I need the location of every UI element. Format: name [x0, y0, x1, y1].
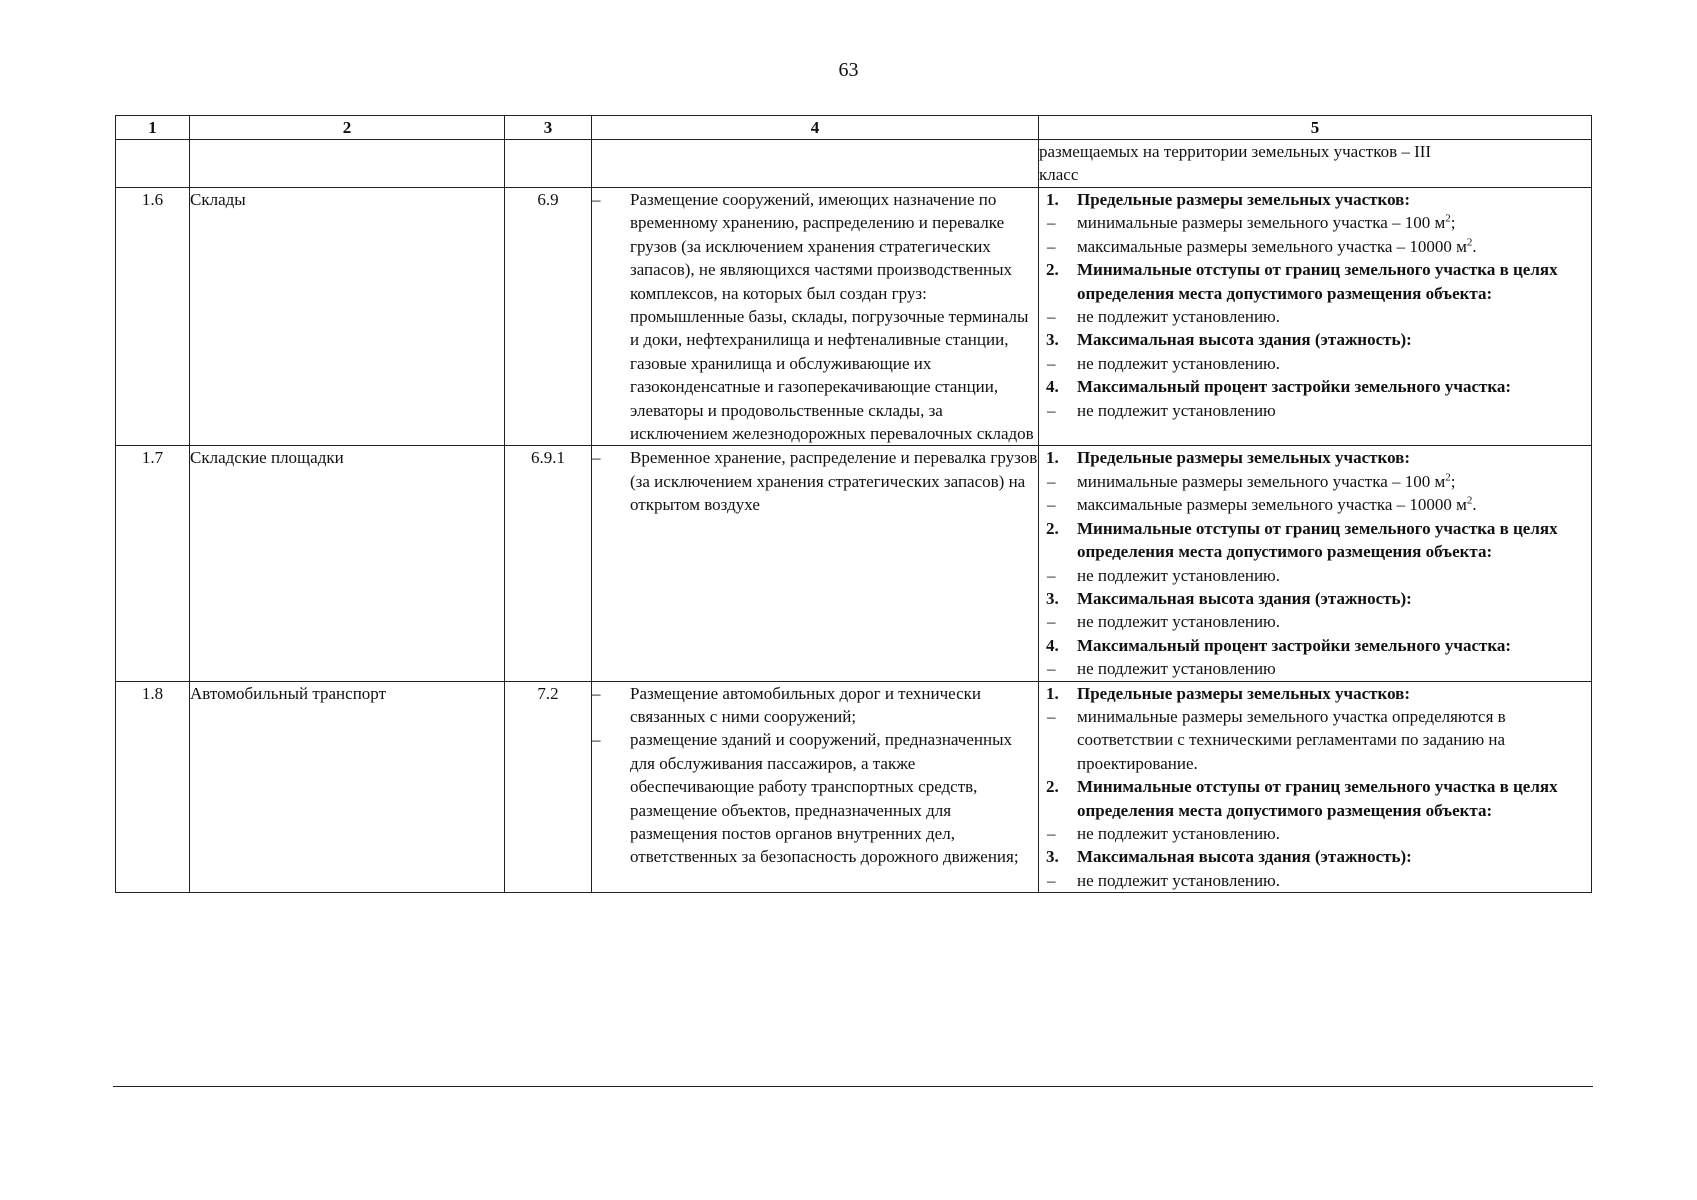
parameter-item-text: максимальные размеры земельного участка – 10000 м [1077, 495, 1467, 515]
parameter-item-text: не подлежит установлению [1077, 400, 1276, 420]
description-text: Временное хранение, распределение и перевалка грузов (за исключением хранения стратегических запасов) на открытом воздухе [630, 448, 1038, 515]
parameter-item [1039, 305, 1591, 328]
parameter-title: Максимальная высота здания (этажность): [1077, 847, 1412, 867]
dash-marker: – [1047, 612, 1056, 632]
bottom-rule [113, 1086, 1593, 1087]
parameter-item [1039, 470, 1591, 493]
dash-marker: – [1047, 307, 1056, 327]
parameter-item-sup: 2 [1445, 212, 1451, 225]
parameter-title: Минимальные отступы от границ земельного участка в целях определения места допустимого размещения объекта: [1077, 777, 1558, 820]
parameter-item [1039, 657, 1591, 680]
continuation-text [1039, 140, 1592, 188]
description-item [592, 188, 1038, 445]
parameter-item-sup: 2 [1466, 236, 1473, 249]
row-parameters [1039, 446, 1592, 681]
description-item [592, 446, 1038, 516]
header-col-2: 2 [190, 116, 505, 140]
parameter-item-text: не подлежит установлению. [1077, 565, 1281, 585]
table-row [116, 681, 1592, 893]
parameter-item-sup: 2 [1466, 494, 1473, 507]
parameter-number: 2. [1046, 777, 1059, 797]
header-col-4: 4 [592, 116, 1039, 140]
row-description [592, 446, 1039, 681]
parameter-heading [1039, 188, 1591, 211]
parameter-item [1039, 705, 1591, 775]
parameter-heading [1039, 328, 1591, 351]
parameter-item-text: минимальные размеры земельного участка – 100 м [1077, 213, 1446, 233]
dash-marker: – [1047, 706, 1056, 726]
row-code: 6.9.1 [505, 446, 592, 681]
row-number: 1.7 [116, 446, 190, 681]
row-name: Автомобильный транспорт [190, 681, 505, 893]
parameter-item [1039, 869, 1591, 892]
table-row [116, 446, 1592, 681]
description-item [592, 728, 1038, 868]
parameter-number: 1. [1046, 448, 1059, 468]
parameter-heading [1039, 446, 1591, 469]
dash-marker: – [1047, 213, 1056, 233]
parameter-item [1039, 822, 1591, 845]
parameter-item [1039, 235, 1591, 258]
dash-marker: – [1047, 471, 1056, 491]
parameter-heading [1039, 775, 1591, 822]
parameter-number: 3. [1046, 847, 1059, 867]
row-number: 1.8 [116, 681, 190, 893]
parameter-item-text: не подлежит установлению. [1077, 307, 1281, 327]
row-number: 1.6 [116, 188, 190, 446]
page-number: 63 [838, 59, 859, 81]
row-parameters [1039, 681, 1592, 893]
parameter-heading [1039, 587, 1591, 610]
dash-marker: – [1047, 565, 1056, 585]
parameter-number: 2. [1046, 260, 1059, 280]
row-name: Склады [190, 188, 505, 446]
parameter-item [1039, 399, 1591, 422]
description-text: размещение зданий и сооружений, предназначенных для обслуживания пассажиров, а также обеспечивающие работу транспортных средств, размещение объектов, предназначенных для размещения постов органов внутренних дел, ответственных за безопасность дорожного движения; [630, 730, 1019, 867]
parameter-number: 2. [1046, 518, 1059, 538]
parameter-title: Предельные размеры земельных участков: [1077, 190, 1411, 209]
dash-marker: – [1047, 659, 1056, 679]
row-parameters [1039, 188, 1592, 446]
dash-marker: – [592, 448, 601, 468]
parameter-number: 3. [1046, 588, 1059, 608]
dash-marker: – [1047, 870, 1056, 890]
parameter-item-end: . [1472, 495, 1477, 515]
parameter-title: Минимальные отступы от границ земельного участка в целях определения места допустимого размещения объекта: [1077, 260, 1558, 303]
continuation-row [116, 140, 1592, 188]
parameter-number: 1. [1046, 190, 1059, 209]
header-col-5: 5 [1039, 116, 1592, 140]
header-col-1: 1 [116, 116, 190, 140]
row-description [592, 681, 1039, 893]
parameter-number: 3. [1046, 330, 1059, 350]
row-name: Складские площадки [190, 446, 505, 681]
parameter-number: 4. [1046, 635, 1059, 655]
header-col-3: 3 [505, 116, 592, 140]
description-text: Размещение сооружений, имеющих назначение по временному хранению, распределению и перевалке грузов (за исключением хранения стратегических запасов), не являющихся частями производственных комплексов, на которых был создан груз: промышленные базы, склады, погрузочные терминалы и доки, нефтехранилища и нефтеналивные станции, газовые хранилища и обслуживающие их газоконденсатные и газоперекачивающие станции, элеваторы и продовольственные склады, за исключением железнодорожных перевалочных складов [630, 190, 1034, 444]
parameter-item-text: максимальные размеры земельного участка – 10000 м [1077, 236, 1467, 256]
table-row [116, 188, 1592, 446]
description-text: Размещение автомобильных дорог и технически связанных с ними сооружений; [630, 683, 982, 726]
parameter-item-text: не подлежит установлению. [1077, 353, 1281, 373]
parameter-item [1039, 610, 1591, 633]
continuation-line: размещаемых на территории земельных участков – III [1039, 142, 1432, 161]
row-code: 6.9 [505, 188, 592, 446]
parameter-item-sup: 2 [1445, 471, 1451, 484]
parameter-title: Минимальные отступы от границ земельного участка в целях определения места допустимого размещения объекта: [1077, 518, 1558, 562]
parameter-item-text: не подлежит установлению. [1077, 870, 1281, 890]
parameter-heading [1039, 375, 1591, 398]
dash-marker: – [1047, 400, 1056, 420]
parameter-item-text: минимальные размеры земельного участка – 100 м [1077, 471, 1446, 491]
parameter-heading [1039, 258, 1591, 305]
row-description [592, 188, 1039, 446]
parameter-item [1039, 352, 1591, 375]
parameter-item-text: не подлежит установлению. [1077, 612, 1281, 632]
parameter-item [1039, 493, 1591, 516]
parameter-title: Предельные размеры земельных участков: [1077, 448, 1411, 468]
dash-marker: – [1047, 495, 1056, 515]
document-table [115, 115, 1592, 893]
parameter-title: Максимальная высота здания (этажность): [1077, 588, 1412, 608]
header-row [116, 116, 1592, 140]
parameter-number: 1. [1046, 683, 1059, 703]
parameter-item-text: не подлежит установлению. [1077, 823, 1281, 843]
parameter-item-end: . [1472, 236, 1477, 256]
parameter-heading [1039, 682, 1591, 705]
parameter-item-end: ; [1450, 471, 1456, 491]
dash-marker: – [592, 730, 601, 750]
parameter-title: Максимальный процент застройки земельного участка: [1077, 377, 1512, 397]
row-code: 7.2 [505, 681, 592, 893]
dash-marker: – [1047, 353, 1056, 373]
parameter-heading [1039, 517, 1591, 564]
parameter-item [1039, 211, 1591, 234]
parameter-title: Максимальная высота здания (этажность): [1077, 330, 1412, 350]
parameter-item-text: не подлежит установлению [1077, 659, 1276, 679]
dash-marker: – [592, 683, 601, 703]
dash-marker: – [1047, 823, 1056, 843]
parameter-heading [1039, 634, 1591, 657]
parameter-title: Максимальный процент застройки земельного участка: [1077, 635, 1512, 655]
parameter-heading [1039, 845, 1591, 868]
dash-marker: – [592, 190, 601, 209]
description-item [592, 682, 1038, 729]
parameter-item-end: ; [1450, 213, 1456, 233]
parameter-item-text: минимальные размеры земельного участка определяются в соответствии с техническими регламентами по заданию на проектирование. [1077, 706, 1506, 773]
parameter-number: 4. [1046, 377, 1059, 397]
continuation-line: класс [1039, 165, 1079, 185]
parameter-item [1039, 564, 1591, 587]
dash-marker: – [1047, 236, 1056, 256]
parameter-title: Предельные размеры земельных участков: [1077, 683, 1411, 703]
